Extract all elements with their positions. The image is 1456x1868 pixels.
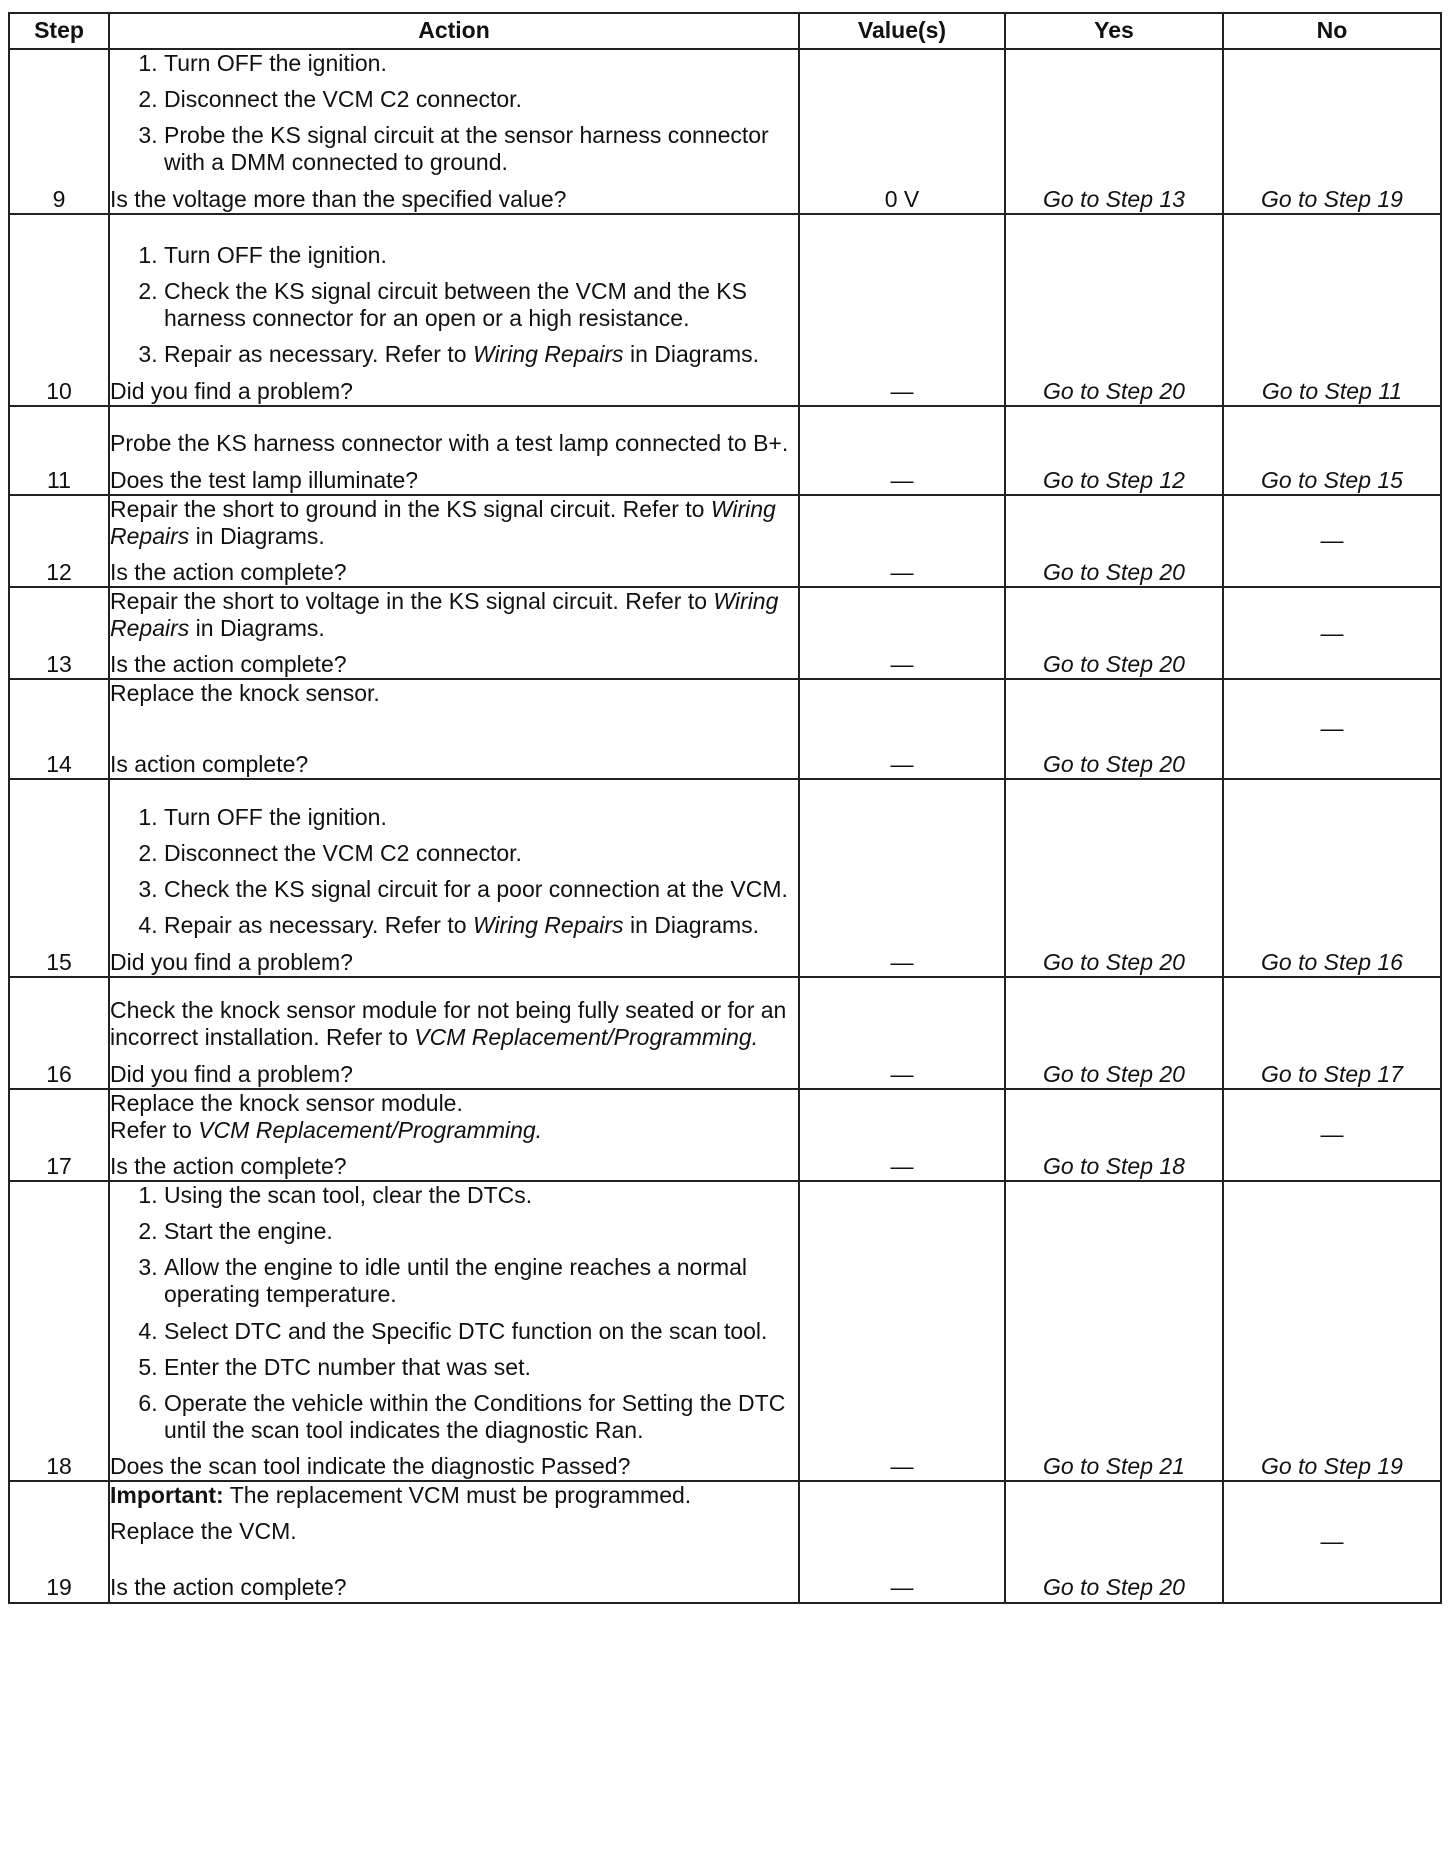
yes-cell: Go to Step 20 [1005, 587, 1223, 679]
action-text: Repair as necessary. Refer to [164, 341, 467, 368]
value-cell: — [799, 406, 1005, 495]
header-yes: Yes [1005, 13, 1223, 49]
action-question: Is the voltage more than the specified value? [110, 185, 567, 212]
important-label: Important: [110, 1482, 224, 1509]
action-question: Did you find a problem? [110, 1060, 353, 1087]
wiring-repairs-reference: Wiring Repairs [472, 341, 624, 368]
table-row [9, 1481, 1441, 1602]
action-item: 1. Turn OFF the ignition. [164, 242, 798, 269]
action-cell [109, 1089, 799, 1181]
action-text: Replace the VCM. [110, 1518, 297, 1545]
action-reference-line [110, 1117, 798, 1144]
action-item: 3. Probe the KS signal circuit at the sensor harness connector with a DMM connected to ground. [164, 122, 798, 176]
action-text: Replace the knock sensor module. [110, 1089, 463, 1116]
wiring-repairs-reference: Wiring Repairs [472, 912, 624, 939]
step-number: 13 [9, 587, 109, 679]
action-question: Did you find a problem? [110, 377, 353, 404]
action-list [110, 50, 798, 177]
action-question: Did you find a problem? [110, 948, 353, 975]
yes-cell: Go to Step 20 [1005, 977, 1223, 1089]
table-row [9, 977, 1441, 1089]
action-item: 3. Allow the engine to idle until the engine reaches a normal operating temperature. [164, 1254, 798, 1308]
action-text-main: Check the knock sensor module for not being fully seated or for an incorrect installation. Refer to [110, 997, 787, 1051]
table-row [9, 495, 1441, 587]
header-action: Action [109, 13, 799, 49]
action-item: 1. Turn OFF the ignition. [164, 50, 798, 77]
action-cell [109, 587, 799, 679]
yes-cell: Go to Step 20 [1005, 779, 1223, 977]
action-item [164, 912, 798, 939]
action-text [110, 997, 798, 1051]
action-cell [109, 779, 799, 977]
step-number: 18 [9, 1181, 109, 1481]
action-question: Is the action complete? [110, 1574, 347, 1601]
action-text: in Diagrams. [629, 912, 760, 939]
action-cell [109, 49, 799, 214]
no-cell: — [1223, 587, 1441, 679]
action-text-tail: in Diagrams. [195, 522, 325, 549]
value-cell: 0 V [799, 49, 1005, 214]
value-cell: — [799, 1181, 1005, 1481]
action-text: in Diagrams. [629, 341, 760, 368]
step-number: 19 [9, 1481, 109, 1602]
action-cell [109, 495, 799, 587]
action-item: 1. Turn OFF the ignition. [164, 804, 798, 831]
table-row [9, 679, 1441, 778]
vcm-replacement-reference: VCM Replacement/Programming. [414, 1024, 759, 1051]
step-number: 15 [9, 779, 109, 977]
action-text-main: Repair the short to ground in the KS signal circuit. Refer to [110, 495, 705, 522]
value-cell: — [799, 214, 1005, 406]
action-text [110, 588, 798, 642]
action-text: Probe the KS harness connector with a test lamp connected to B+. [110, 430, 789, 457]
action-item [164, 341, 798, 368]
no-cell: — [1223, 1481, 1441, 1602]
action-text-tail: in Diagrams. [195, 615, 325, 642]
yes-cell: Go to Step 20 [1005, 495, 1223, 587]
table-row [9, 1089, 1441, 1181]
action-text-main: Repair the short to voltage in the KS signal circuit. Refer to [110, 588, 708, 614]
step-number: 9 [9, 49, 109, 214]
action-cell [109, 977, 799, 1089]
action-question: Does the test lamp illuminate? [110, 466, 419, 493]
spacer [110, 1554, 798, 1568]
table-row [9, 49, 1441, 214]
action-question: Does the scan tool indicate the diagnostic Passed? [110, 1453, 631, 1479]
header-row [9, 13, 1441, 49]
action-question: Is the action complete? [110, 558, 347, 585]
step-number: 17 [9, 1089, 109, 1181]
step-number: 14 [9, 679, 109, 778]
important-note [110, 1482, 798, 1509]
yes-cell: Go to Step 20 [1005, 214, 1223, 406]
table-row [9, 406, 1441, 495]
action-list [110, 1182, 798, 1444]
action-cell [109, 679, 799, 778]
action-question: Is action complete? [110, 750, 309, 777]
action-text-main: Refer to [110, 1116, 192, 1143]
value-cell: — [799, 1089, 1005, 1181]
table-row [9, 587, 1441, 679]
table-row [9, 779, 1441, 977]
value-cell: — [799, 977, 1005, 1089]
no-cell: Go to Step 19 [1223, 1181, 1441, 1481]
yes-cell: Go to Step 13 [1005, 49, 1223, 214]
step-number: 12 [9, 495, 109, 587]
no-cell: Go to Step 19 [1223, 49, 1441, 214]
no-cell: — [1223, 679, 1441, 778]
action-question: Is the action complete? [110, 1152, 347, 1179]
value-cell: — [799, 495, 1005, 587]
yes-cell: Go to Step 21 [1005, 1181, 1223, 1481]
action-text: Replace the knock sensor. [110, 680, 380, 707]
table-row [9, 214, 1441, 406]
action-item: 2. Disconnect the VCM C2 connector. [164, 840, 798, 867]
value-cell: — [799, 1481, 1005, 1602]
yes-cell: Go to Step 20 [1005, 679, 1223, 778]
wiring-repairs-reference: Wiring Repairs [110, 588, 779, 642]
action-item: 4. Select DTC and the Specific DTC function on the scan tool. [164, 1318, 798, 1345]
spacer [110, 717, 798, 745]
value-cell: — [799, 779, 1005, 977]
action-item: 2. Start the engine. [164, 1218, 798, 1245]
yes-cell: Go to Step 18 [1005, 1089, 1223, 1181]
yes-cell: Go to Step 20 [1005, 1481, 1223, 1602]
header-no: No [1223, 13, 1441, 49]
action-list [110, 242, 798, 369]
no-cell: Go to Step 16 [1223, 779, 1441, 977]
no-cell: Go to Step 17 [1223, 977, 1441, 1089]
no-cell: Go to Step 15 [1223, 406, 1441, 495]
action-item: 5. Enter the DTC number that was set. [164, 1354, 798, 1381]
action-cell [109, 1181, 799, 1481]
action-list [110, 804, 798, 940]
value-cell: — [799, 679, 1005, 778]
important-text: The replacement VCM must be programmed. [229, 1482, 692, 1509]
action-cell [109, 1481, 799, 1602]
no-cell: — [1223, 1089, 1441, 1181]
header-step: Step [9, 13, 109, 49]
header-values: Value(s) [799, 13, 1005, 49]
vcm-replacement-reference: VCM Replacement/Programming. [198, 1116, 543, 1143]
action-cell [109, 406, 799, 495]
step-number: 16 [9, 977, 109, 1089]
no-cell: — [1223, 495, 1441, 587]
yes-cell: Go to Step 12 [1005, 406, 1223, 495]
table-row [9, 1181, 1441, 1481]
action-text: Repair as necessary. Refer to [164, 912, 467, 939]
step-number: 11 [9, 406, 109, 495]
diagnostic-table [8, 12, 1442, 1604]
action-item: 1. Using the scan tool, clear the DTCs. [164, 1182, 798, 1209]
action-text [110, 496, 798, 550]
action-item: 6. Operate the vehicle within the Conditions for Setting the DTC until the scan tool indicates the diagnostic Ran. [164, 1390, 798, 1444]
action-item: 3. Check the KS signal circuit for a poor connection at the VCM. [164, 876, 798, 903]
value-cell: — [799, 587, 1005, 679]
step-number: 10 [9, 214, 109, 406]
no-cell: Go to Step 11 [1223, 214, 1441, 406]
action-item: 2. Disconnect the VCM C2 connector. [164, 86, 798, 113]
action-question: Is the action complete? [110, 651, 347, 678]
action-item: 2. Check the KS signal circuit between the VCM and the KS harness connector for an open or a high resistance. [164, 278, 798, 332]
action-cell [109, 214, 799, 406]
wiring-repairs-reference: Wiring Repairs [110, 495, 776, 549]
